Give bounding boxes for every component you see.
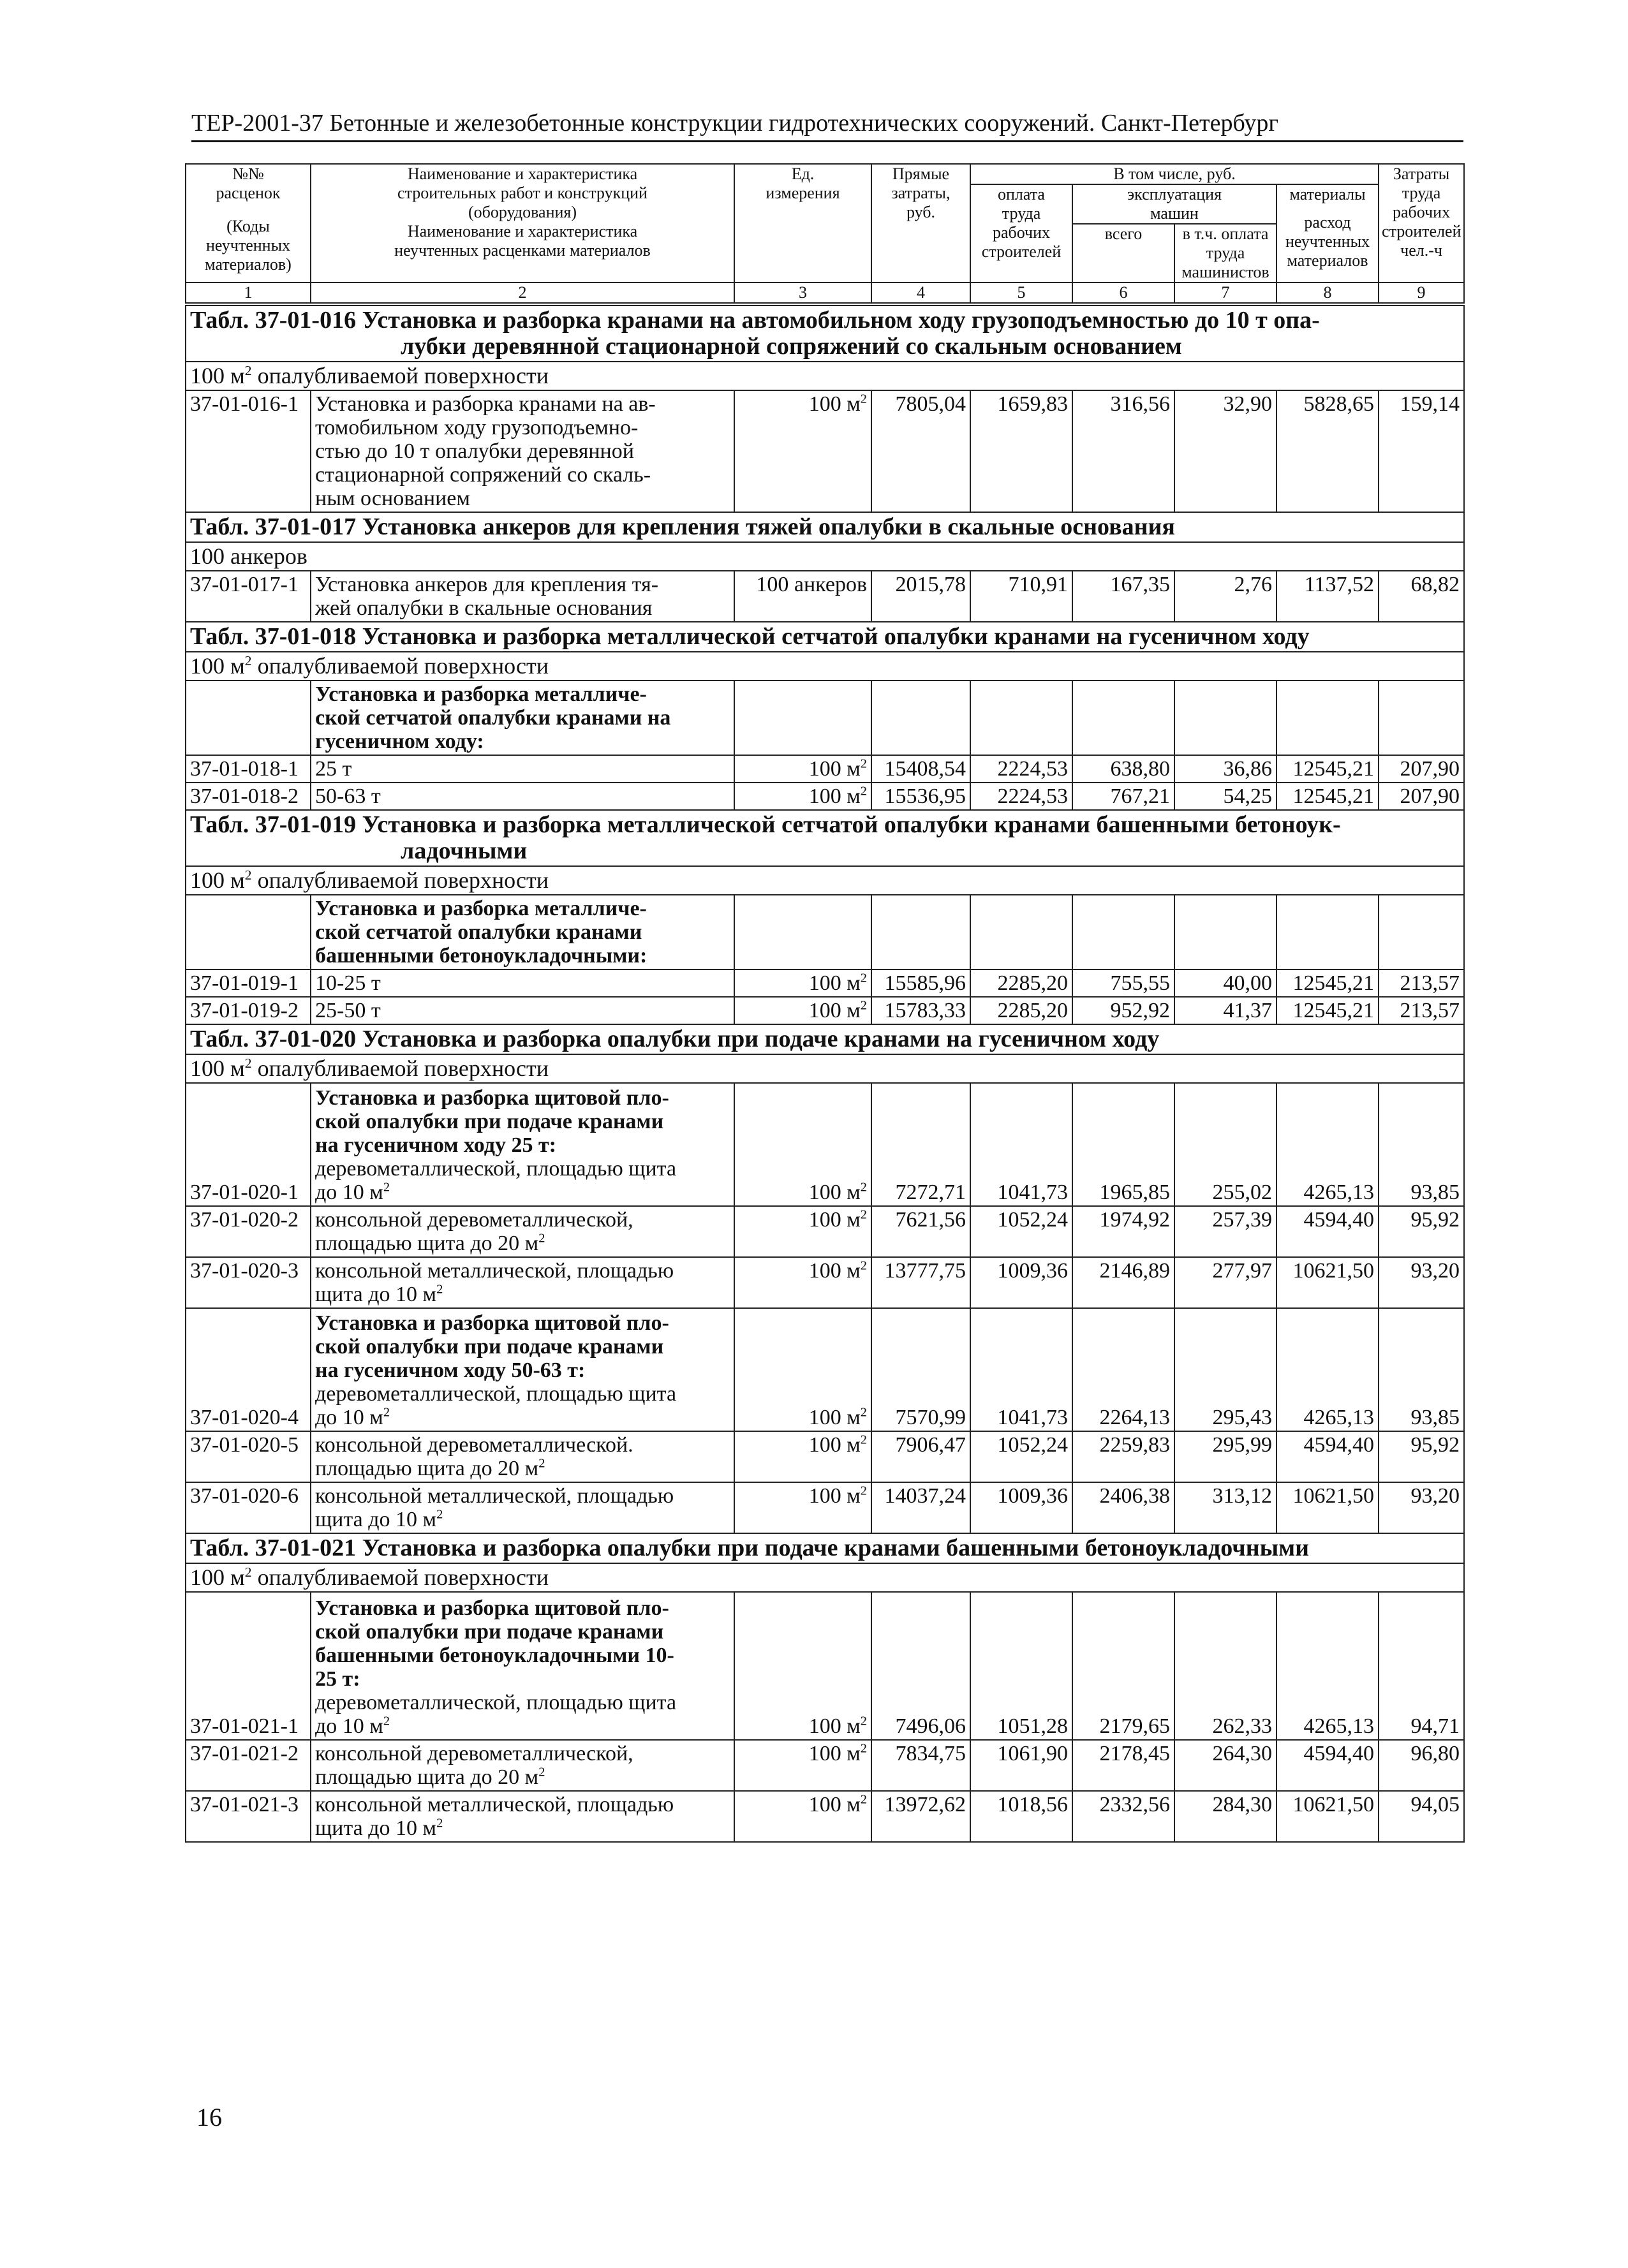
group-heading-row: Установка и разборка металличе- ской сетчатой опалубки кранами на гусеничном ходу:	[186, 681, 1464, 755]
table-title: Табл. 37-01-016 Установка и разборка кранами на автомобильном ходу грузоподъемностью до 10 т опа-	[190, 307, 1320, 334]
section-title	[186, 810, 1464, 866]
column-header	[185, 163, 1465, 304]
section-title	[186, 622, 1464, 652]
table-row: 37-01-018-2 50-63 т 100 $м^2$ 15536,95 2224,53 767,21 54,25 12545,21 207,90	[186, 783, 1464, 810]
header-labor: Затраты труда рабочих строителей чел.-ч	[1379, 164, 1464, 283]
table-row: 37-01-017-1 Установка анкеров для крепления тя- жей опалубки в скальные основания 100 анкеров 2015,78 710,91 167,35 2,76 1137,52 68,82	[186, 571, 1464, 622]
section-title	[186, 306, 1464, 362]
section-unit: 100 $м^2$ опалубливаемой поверхности	[186, 1563, 1464, 1592]
table-row: 37-01-018-1 25 т 100 $м^2$ 15408,54 2224,53 638,80 36,86 12545,21 207,90	[186, 755, 1464, 783]
table-row: 37-01-020-2 консольной деревометаллической, площадью щита до 20 $м^2$ 100 $м^2$ 7621,56 1052,24 1974,92 257,39 4594,40 95,92	[186, 1206, 1464, 1257]
price-table	[185, 305, 1465, 1843]
header-direct-cost: Прямые затраты, руб.	[871, 164, 970, 283]
table-row: 37-01-016-1 Установка и разборка кранами на ав- томобильном ходу грузоподъемно- стью до 10 т опалубки деревянной стационарной сопряжений со скаль- ным основанием 100 $м^2$ 7805,04 1659,83 316,56 32,90 5828,65 159,14	[186, 390, 1464, 512]
page-number: 16	[196, 2103, 222, 2132]
table-title-cont: ладочными	[401, 837, 528, 864]
table-row: 37-01-019-1 10-25 т 100 $м^2$ 15585,96 2285,20 755,55 40,00 12545,21 213,57	[186, 969, 1464, 997]
section-unit: 100 $м^2$ опалубливаемой поверхности	[186, 362, 1464, 390]
table-title-cont: лубки деревянной стационарной сопряжений со скальным основанием	[401, 333, 1182, 360]
header-unit: Ед. измерения	[734, 164, 871, 283]
table-title: Табл. 37-01-019 Установка и разборка металлической сетчатой опалубки кранами башенными бетоноук-	[190, 811, 1341, 838]
table-title: Табл. 37-01-020 Установка и разборка опалубки при подаче кранами на гусеничном ходу	[190, 1026, 1160, 1052]
table-row: 37-01-020-3 консольной металлической, площадью щита до 10 $м^2$ 100 $м^2$ 13777,75 1009,36 2146,89 277,97 10621,50 93,20	[186, 1257, 1464, 1308]
column-numbers: 1 2 3 4 5 6 7 8 9	[186, 283, 1464, 303]
table-title: Табл. 37-01-017 Установка анкеров для крепления тяжей опалубки в скальные основания	[190, 513, 1175, 540]
table-title: Табл. 37-01-018 Установка и разборка металлической сетчатой опалубки кранами на гусеничном ходу	[190, 623, 1310, 650]
section-title	[186, 512, 1464, 542]
running-head: ТЕР-2001-37 Бетонные и железобетонные конструкции гидротехнических сооружений. Санкт-Петербург	[191, 107, 1463, 142]
table-row: 37-01-020-5 консольной деревометаллической. площадью щита до 20 $м^2$ 100 $м^2$ 7906,47 1052,24 2259,83 295,99 4594,40 95,92	[186, 1431, 1464, 1482]
header-including: В том числе, руб.	[970, 164, 1379, 184]
table-row: 37-01-021-3 консольной металлической, площадью щита до 10 $м^2$ 100 $м^2$ 13972,62 1018,56 2332,56 284,30 10621,50 94,05	[186, 1791, 1464, 1842]
table-row: 37-01-019-2 25-50 т 100 $м^2$ 15783,33 2285,20 952,92 41,37 12545,21 213,57	[186, 997, 1464, 1024]
table-row: 37-01-021-2 консольной деревометаллической, площадью щита до 20 $м^2$ 100 $м^2$ 7834,75 1061,90 2178,45 264,30 4594,40 96,80	[186, 1740, 1464, 1791]
section-unit: 100 $м^2$ опалубливаемой поверхности	[186, 1054, 1464, 1083]
header-code: №№ расценок (Коды неучтенных материалов)	[186, 164, 311, 283]
table-row: 37-01-020-6 консольной металлической, площадью щита до 10 $м^2$ 100 $м^2$ 14037,24 1009,36 2406,38 313,12 10621,50 93,20	[186, 1482, 1464, 1533]
group-heading-row: Установка и разборка металличе- ской сетчатой опалубки кранами башенными бетоноукладочными:	[186, 895, 1464, 969]
section-title	[186, 1533, 1464, 1563]
header-machinists-wage: в т.ч. оплата труда машинистов	[1174, 224, 1276, 283]
section-unit: 100 анкеров	[186, 542, 1464, 571]
table-row: 37-01-020-1 Установка и разборка щитовой пло- ской опалубки при подаче кранами на гусеничном ходу 25 т: деревометаллической, площадью щита до 10 $м^2$ 100 $м^2$ 7272,71 1041,73 1965,85 255,02 4265,13 93,85	[186, 1083, 1464, 1206]
section-unit: 100 $м^2$ опалубливаемой поверхности	[186, 866, 1464, 895]
table-row: 37-01-021-1 Установка и разборка щитовой пло- ской опалубки при подаче кранами башенными бетоноукладочными 10- 25 т: деревометаллической, площадью щита до 10 $м^2$ 100 $м^2$ 7496,06 1051,28 2179,65 262,33 4265,13 94,71	[186, 1592, 1464, 1740]
header-wage: оплата труда рабочих строителей	[970, 184, 1072, 283]
section-unit: 100 $м^2$ опалубливаемой поверхности	[186, 652, 1464, 681]
header-name: Наименование и характеристика строительных работ и конструкций (оборудования) Наименование и характеристика неучтенных расценками материалов	[311, 164, 734, 283]
header-machines-total: всего	[1072, 224, 1174, 283]
section-title	[186, 1024, 1464, 1054]
header-materials: материалы расход неучтенных материалов	[1276, 184, 1379, 283]
header-machines: эксплуатация машин	[1072, 184, 1276, 224]
table-title: Табл. 37-01-021 Установка и разборка опалубки при подаче кранами башенными бетоноукладочными	[190, 1535, 1310, 1561]
table-row: 37-01-020-4 Установка и разборка щитовой пло- ской опалубки при подаче кранами на гусеничном ходу 50-63 т: деревометаллической, площадью щита до 10 $м^2$ 100 $м^2$ 7570,99 1041,73 2264,13 295,43 4265,13 93,85	[186, 1308, 1464, 1431]
